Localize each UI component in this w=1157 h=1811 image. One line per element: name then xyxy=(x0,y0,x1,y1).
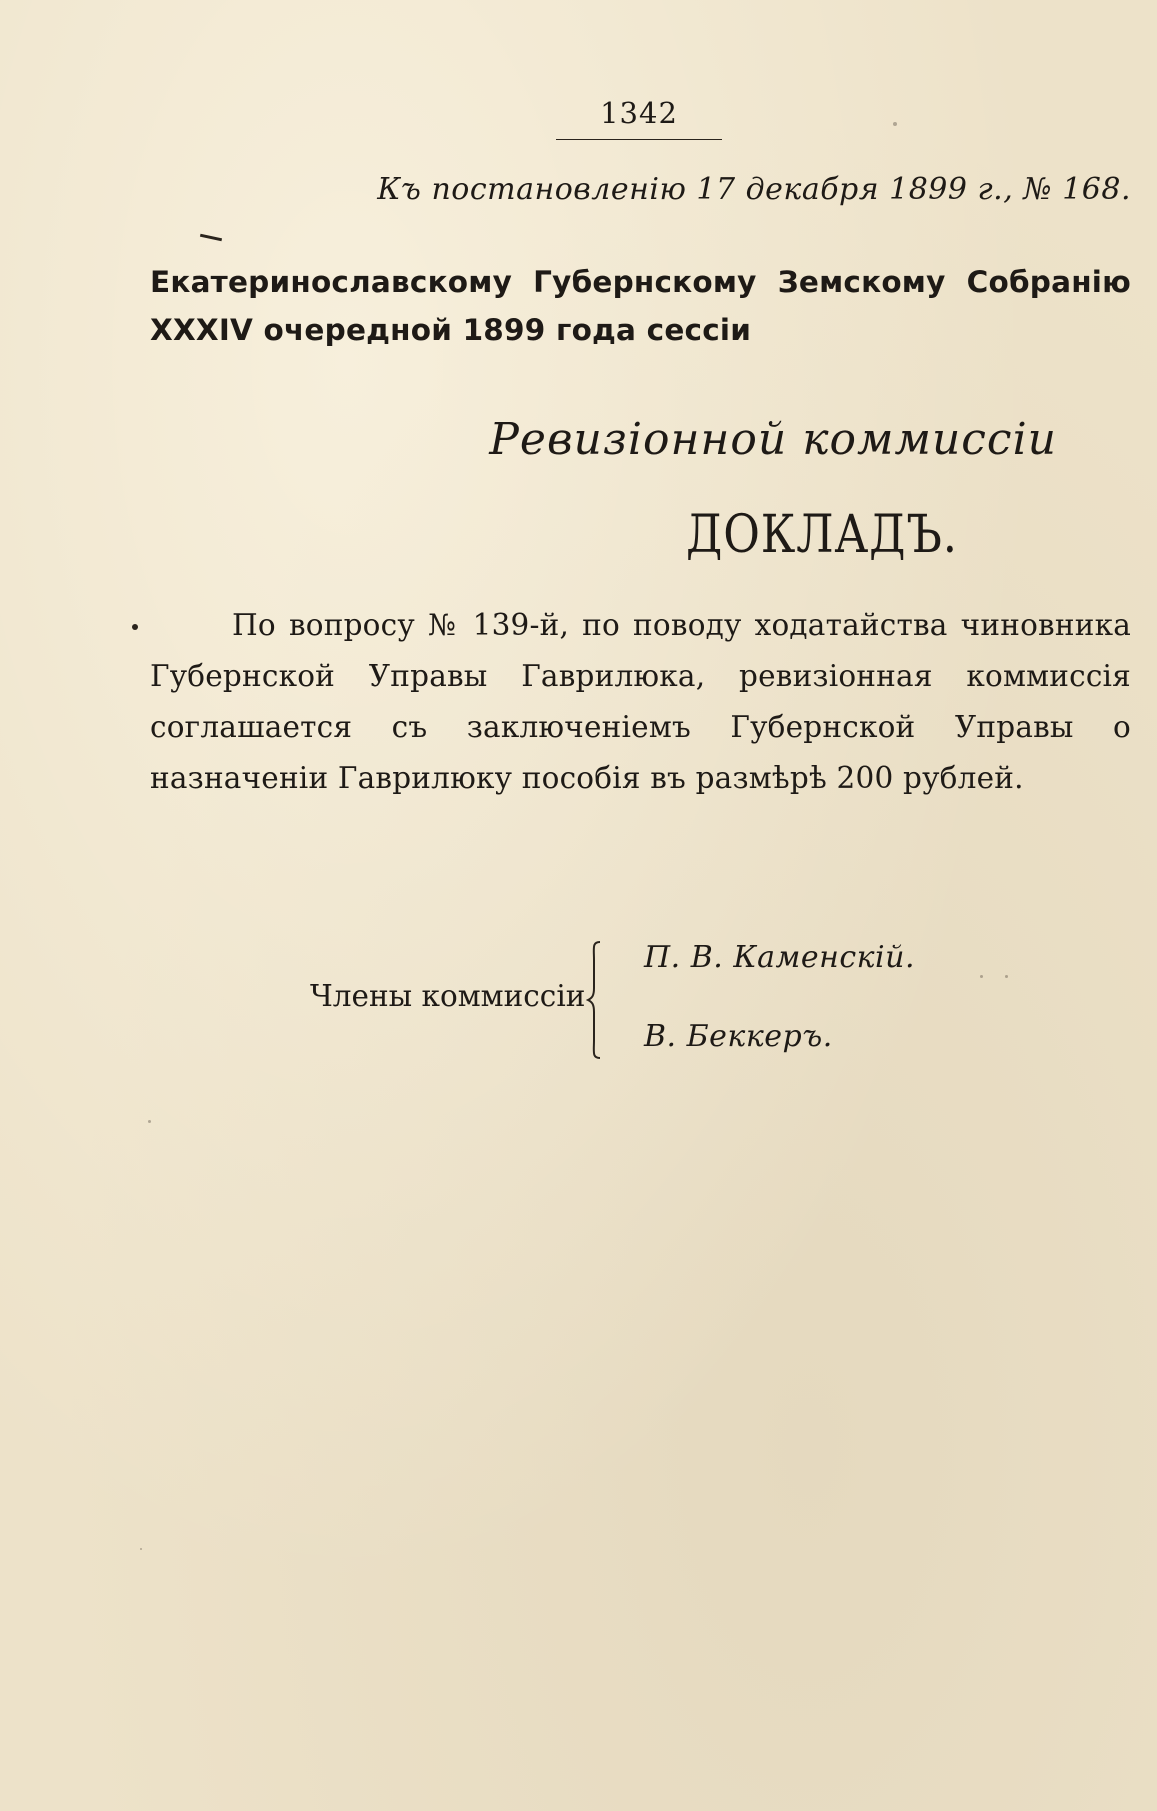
page-number-underline xyxy=(556,139,722,140)
members-label: Члены коммиссіи xyxy=(310,979,586,1013)
report-body: По вопросу № 139-й, по поводу ходатайства чиновника Губернской Управы Гаврилюка, ревизіонная коммиссія соглашается съ заключеніемъ Губернской Управы о назначеніи Гаврилюку пособія въ размѣрѣ 200 рублей. xyxy=(150,608,1131,795)
addressee-line-1: Екатеринославскому Губернскому Земскому Собранію xyxy=(150,265,1131,299)
signature-member-2: В. Беккеръ. xyxy=(644,1019,833,1054)
addressee-heading xyxy=(150,258,1131,354)
commission-title: Ревизіонной коммиссіи xyxy=(489,414,1057,465)
signature-member-1: П. В. Каменскій. xyxy=(644,940,916,975)
addressee-line-2: XXXIV очередной 1899 года сессіи xyxy=(150,313,752,347)
margin-dot xyxy=(132,624,138,630)
ink-mark xyxy=(200,234,222,242)
page-number: 1342 xyxy=(600,96,678,130)
signature-block xyxy=(310,940,1050,1060)
resolution-reference: Къ постановленію 17 декабря 1899 г., № 168. xyxy=(377,172,1131,207)
brace-icon xyxy=(586,940,608,1060)
report-title: ДОКЛАДЪ. xyxy=(686,505,958,565)
